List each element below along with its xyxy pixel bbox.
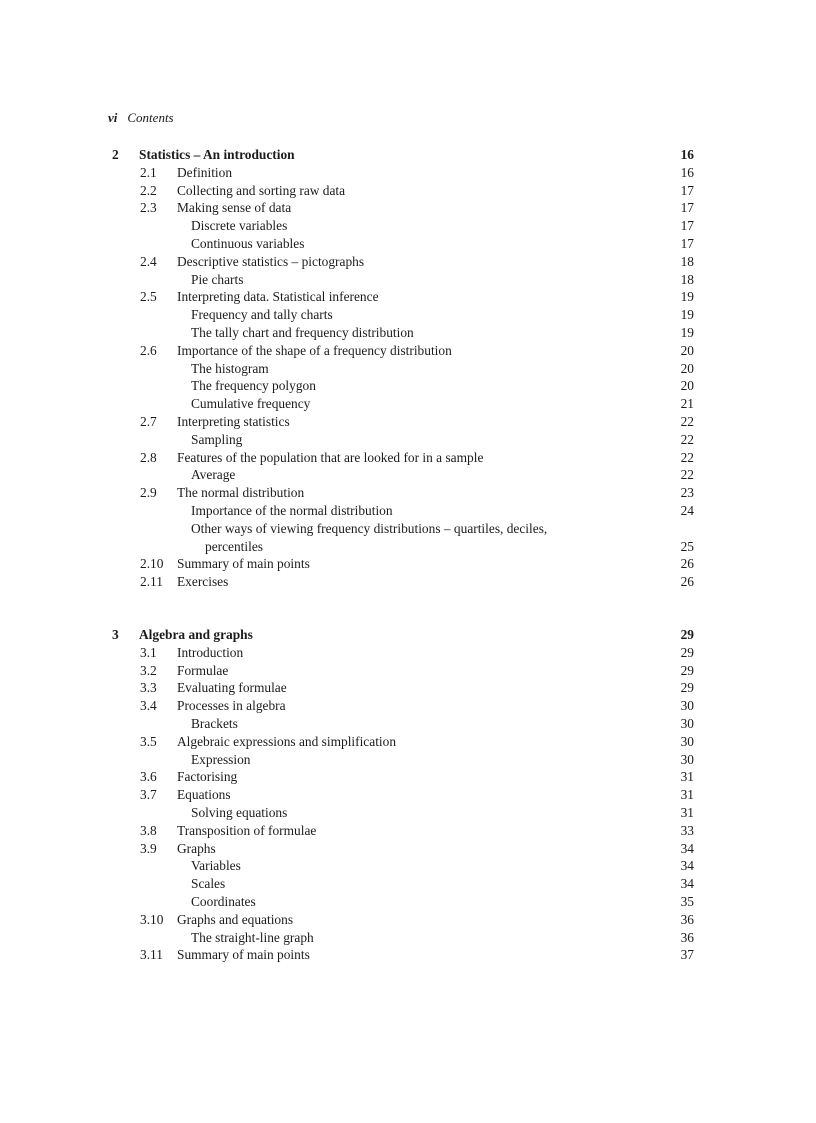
toc-subsection-row[interactable] [0,306,816,324]
section-number: 2.8 [140,449,157,465]
entry-title: Frequency and tally charts [191,307,333,323]
entry-page: 31 [680,787,694,803]
section-number: 2.6 [140,342,157,358]
entry-title: Variables [191,858,241,874]
running-head [108,110,174,126]
entry-title: Expression [191,751,251,767]
entry-page: 29 [680,644,694,660]
toc-section-row[interactable] [0,697,816,715]
entry-page: 17 [680,200,694,216]
entry-title: Collecting and sorting raw data [177,182,346,198]
entry-title: The tally chart and frequency distribution [191,324,414,340]
entry-title: Summary of main points [177,947,310,963]
entry-page: 22 [680,413,694,429]
section-number: 3.4 [140,698,157,714]
entry-page: 22 [680,467,694,483]
toc-subsection-row[interactable] [0,377,816,395]
toc-section-row[interactable] [0,786,816,804]
toc-subsection-row[interactable] [0,751,816,769]
entry-page: 18 [680,253,694,269]
entry-title: Continuous variables [191,235,305,251]
toc-section-row[interactable] [0,164,816,182]
toc-subsection-row[interactable] [0,324,816,342]
entry-page: 22 [680,449,694,465]
toc-continuation-row[interactable] [0,538,816,556]
entry-page: 26 [680,574,694,590]
entry-title: Introduction [177,644,244,660]
entry-title: percentiles [205,538,263,554]
entry-title: Brackets [191,715,238,731]
entry-title: Making sense of data [177,200,292,216]
toc-section-row[interactable] [0,484,816,502]
chapter-heading-row[interactable] [0,626,816,644]
entry-title: Features of the population that are looked for in a sample [177,449,484,465]
entry-title: Equations [177,787,231,803]
entry-title: Sampling [191,431,243,447]
entry-page: 18 [680,271,694,287]
entry-page: 34 [680,876,694,892]
toc-subsection-row[interactable] [0,520,816,538]
entry-page: 26 [680,556,694,572]
toc-section-row[interactable] [0,662,816,680]
chapter-3-block [0,626,816,964]
toc-section-row[interactable] [0,288,816,306]
toc-section-row[interactable] [0,199,816,217]
entry-title: Pie charts [191,271,244,287]
entry-title: Graphs and equations [177,911,294,927]
entry-title: The frequency polygon [191,378,316,394]
entry-title: The normal distribution [177,485,305,501]
entry-page: 22 [680,431,694,447]
section-number: 2.5 [140,289,157,305]
section-number: 3.11 [140,947,163,963]
entry-page: 29 [680,662,694,678]
toc-section-row[interactable] [0,573,816,591]
entry-title: Solving equations [191,804,288,820]
entry-page: 25 [680,538,694,554]
entry-page: 19 [680,307,694,323]
toc-subsection-row[interactable] [0,893,816,911]
section-number: 3.9 [140,840,157,856]
entry-title: Evaluating formulae [177,680,287,696]
entry-page: 30 [680,733,694,749]
chapter-heading-row[interactable] [0,146,816,164]
entry-page: 30 [680,715,694,731]
section-number: 2.3 [140,200,157,216]
section-number: 3.1 [140,644,157,660]
entry-page: 17 [680,218,694,234]
entry-title: Graphs [177,840,216,856]
entry-page: 36 [680,929,694,945]
section-number: 3.10 [140,911,164,927]
toc-subsection-row[interactable] [0,217,816,235]
entry-title: Other ways of viewing frequency distributions – quartiles, deciles, [191,520,548,536]
toc-section-row[interactable] [0,413,816,431]
section-number: 3.2 [140,662,157,678]
entry-title: Scales [191,876,226,892]
toc-section-row[interactable] [0,840,816,858]
entry-title: Definition [177,164,233,180]
toc-section-row[interactable] [0,822,816,840]
toc-section-row[interactable] [0,644,816,662]
toc-subsection-row[interactable] [0,875,816,893]
entry-title: Factorising [177,769,238,785]
entry-title: Importance of the shape of a frequency distribution [177,342,452,358]
toc-section-row[interactable] [0,733,816,751]
entry-title: Importance of the normal distribution [191,502,393,518]
toc-subsection-row[interactable] [0,466,816,484]
entry-title: Processes in algebra [177,698,286,714]
running-head-title: Contents [127,110,174,125]
section-number: 2.7 [140,413,157,429]
entry-title: Descriptive statistics – pictographs [177,253,365,269]
entry-page: 19 [680,324,694,340]
entry-title: The straight-line graph [191,929,314,945]
toc-subsection-row[interactable] [0,502,816,520]
entry-page: 33 [680,822,694,838]
chapter-number: 3 [112,627,119,642]
entry-page: 17 [680,235,694,251]
toc-subsection-row[interactable] [0,271,816,289]
entry-page: 30 [680,751,694,767]
entry-page: 19 [680,289,694,305]
entry-page: 23 [680,485,694,501]
toc-subsection-row[interactable] [0,857,816,875]
section-number: 3.3 [140,680,157,696]
entry-page: 21 [680,396,694,412]
entry-title: Average [191,467,236,483]
toc-section-row[interactable] [0,946,816,964]
toc-section-row[interactable] [0,182,816,200]
entry-title: Discrete variables [191,218,288,234]
chapter-title: Algebra and graphs [139,627,253,642]
entry-page: 30 [680,698,694,714]
section-number: 3.6 [140,769,157,785]
entry-title: Summary of main points [177,556,310,572]
entry-page: 34 [680,858,694,874]
chapter-2-block [0,146,816,591]
section-number: 3.7 [140,787,157,803]
toc-subsection-row[interactable] [0,235,816,253]
entry-page: 31 [680,769,694,785]
entry-page: 36 [680,911,694,927]
toc-subsection-row[interactable] [0,804,816,822]
page-number: vi [108,110,118,125]
section-number: 3.8 [140,822,157,838]
toc-section-row[interactable] [0,253,816,271]
toc-section-row[interactable] [0,555,816,573]
toc-subsection-row[interactable] [0,929,816,947]
entry-page: 37 [680,947,694,963]
toc-section-row[interactable] [0,679,816,697]
entry-page: 20 [680,342,694,358]
entry-page: 17 [680,182,694,198]
toc-subsection-row[interactable] [0,360,816,378]
chapter-number: 2 [112,147,119,162]
toc-subsection-row[interactable] [0,715,816,733]
toc-section-row[interactable] [0,449,816,467]
section-number: 2.4 [140,253,157,269]
entry-page: 20 [680,378,694,394]
entry-page: 20 [680,360,694,376]
entry-page: 16 [680,164,694,180]
entry-title: Transposition of formulae [177,822,317,838]
toc-subsection-row[interactable] [0,431,816,449]
entry-page: 34 [680,840,694,856]
entry-title: Formulae [177,662,229,678]
section-number: 2.1 [140,164,157,180]
entry-title: Interpreting statistics [177,413,290,429]
toc-subsection-row[interactable] [0,395,816,413]
entry-title: Coordinates [191,893,256,909]
entry-page: 31 [680,804,694,820]
section-number: 2.9 [140,485,157,501]
section-number: 2.2 [140,182,157,198]
entry-title: The histogram [191,360,269,376]
entry-page: 35 [680,893,694,909]
section-number: 3.5 [140,733,157,749]
entry-title: Cumulative frequency [191,396,311,412]
section-number: 2.11 [140,574,163,590]
entry-title: Exercises [177,574,229,590]
chapter-title: Statistics – An introduction [139,147,295,162]
entry-page: 24 [680,502,694,518]
entry-title: Algebraic expressions and simplification [177,733,397,749]
chapter-page: 29 [680,627,694,642]
toc-section-row[interactable] [0,911,816,929]
chapter-page: 16 [680,147,694,162]
section-number: 2.10 [140,556,164,572]
toc-section-row[interactable] [0,768,816,786]
entry-page: 29 [680,680,694,696]
entry-title: Interpreting data. Statistical inference [177,289,379,305]
toc-section-row[interactable] [0,342,816,360]
